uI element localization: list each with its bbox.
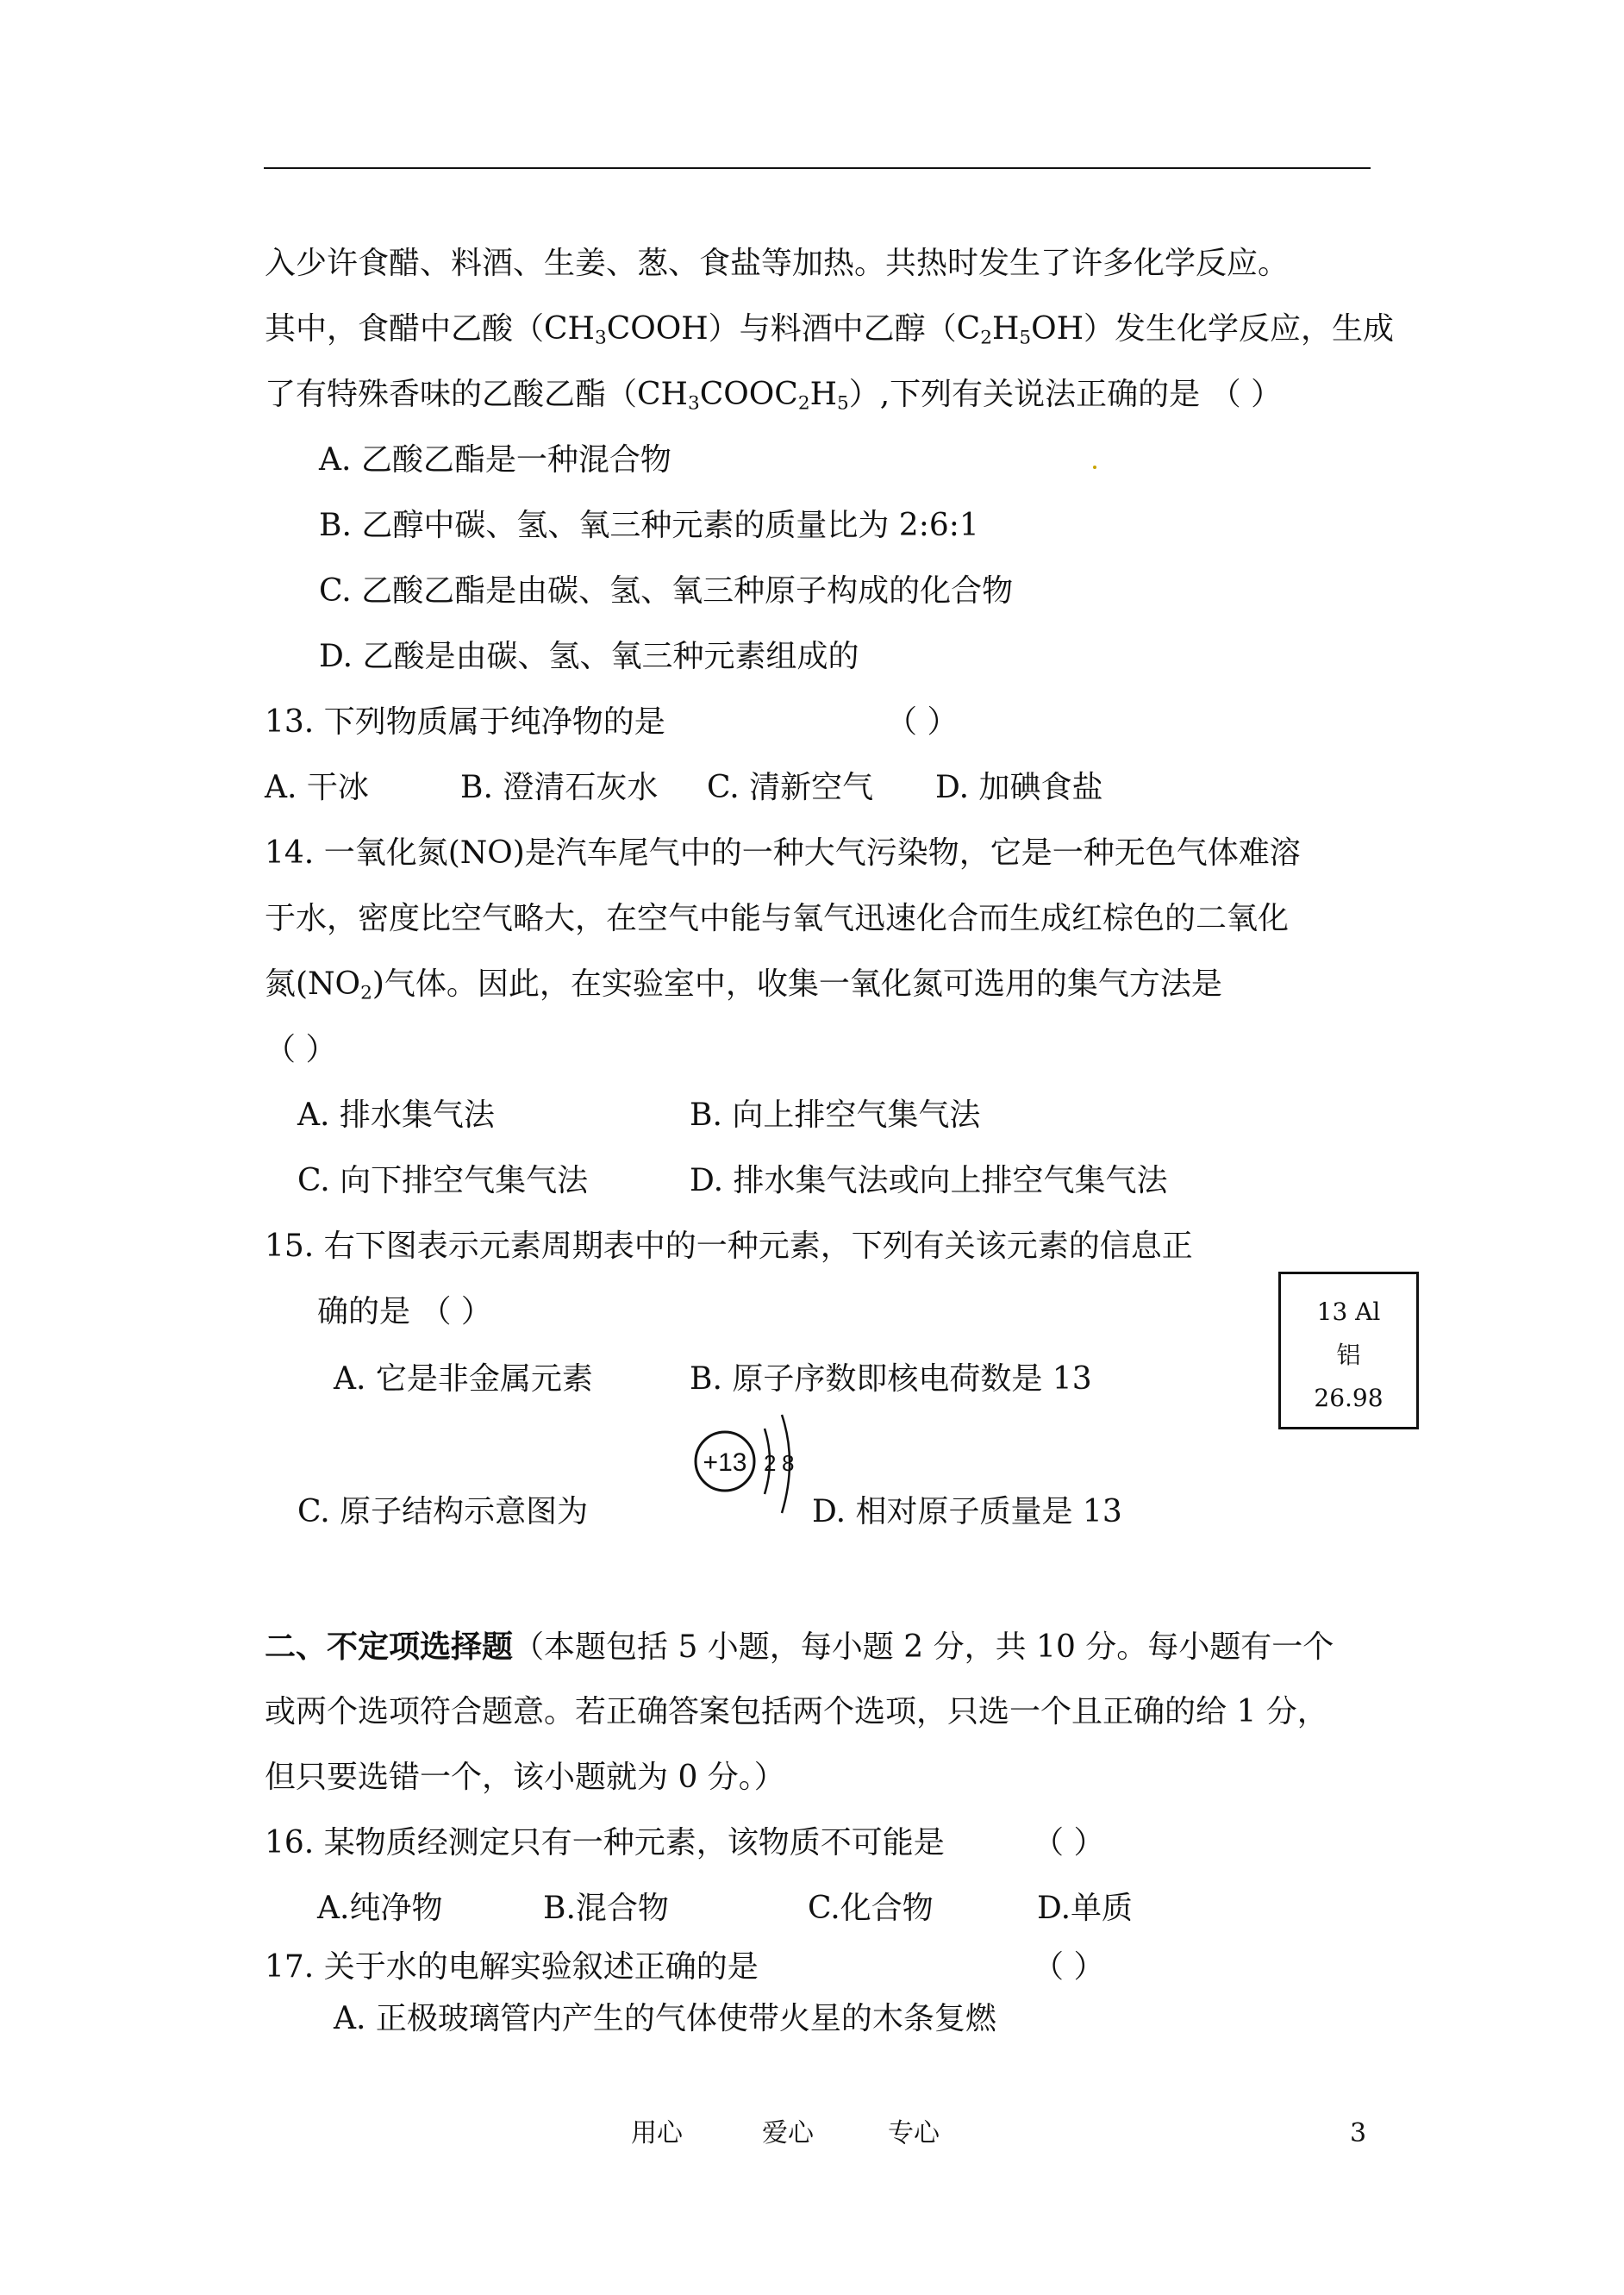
q14-option-b: B. 向上排空气集气法 — [690, 1097, 981, 1133]
q17-answer-paren: （ ） — [1033, 1949, 1105, 1985]
element-mass: 26.98 — [1314, 1384, 1384, 1412]
q13-option-c: C. 清新空气 — [707, 770, 874, 805]
q14-option-c: C. 向下排空气集气法 — [297, 1163, 589, 1198]
q14-line1: 14. 一氧化氮(NO)是汽车尾气中的一种大气污染物，它是一种无色气体难溶 — [265, 835, 1301, 871]
q12-option-a: A. 乙酸乙酯是一种混合物 — [319, 442, 671, 478]
q14-line2: 于水，密度比空气略大，在空气中能与氧气迅速化合而生成红棕色的二氧化 — [265, 901, 1290, 936]
q12-line3: 了有特殊香味的乙酸乙酯$(CH_3COOC_2H_5)$,下列有关说法正确的是 （ ） — [265, 377, 1283, 415]
q16-option-b: B.混合物 — [543, 1891, 669, 1926]
inner-shell-electrons: 2 — [764, 1450, 777, 1476]
q17-stem: 17. 关于水的电解实验叙述正确的是 — [265, 1949, 759, 1985]
outer-shell-electrons: 8 — [782, 1450, 795, 1476]
q13-stem: 13. 下列物质属于纯净物的是 — [265, 704, 665, 740]
element-number-symbol: 13 Al — [1316, 1298, 1381, 1326]
q16-option-d: D.单质 — [1037, 1891, 1134, 1926]
q14-option-d: D. 排水集气法或向上排空气集气法 — [690, 1163, 1168, 1198]
q16-answer-paren: （ ） — [1033, 1825, 1105, 1860]
section2-title: 二、不定项选择题 — [265, 1629, 514, 1665]
stray-dot — [1093, 466, 1096, 469]
atomic-structure-diagram — [685, 1410, 815, 1522]
q15-line1: 15. 右下图表示元素周期表中的一种元素，下列有关该元素的信息正 — [265, 1229, 1193, 1264]
q13-option-b: B. 澄清石灰水 — [460, 770, 659, 805]
q15-option-c: C. 原子结构示意图为 — [297, 1494, 589, 1529]
q15-line2: 确的是 （ ） — [317, 1294, 492, 1329]
section2-line3: 但只要选错一个，该小题就为 0 分。） — [265, 1760, 785, 1795]
q13-option-a: A. 干冰 — [265, 770, 369, 805]
element-name: 铝 — [1336, 1341, 1361, 1369]
section2-line2: 或两个选项符合题意。若正确答案包括两个选项，只选一个且正确的给 1 分， — [265, 1694, 1328, 1729]
q13-answer-paren: （ ） — [886, 704, 959, 740]
q16-option-a: A.纯净物 — [317, 1891, 443, 1926]
q12-option-d: D. 乙酸是由碳、氢、氧三种元素组成的 — [319, 639, 859, 674]
q12-line1: 入少许食醋、料酒、生姜、葱、食盐等加热。共热时发生了许多化学反应。 — [265, 246, 1290, 281]
q15-option-d: D. 相对原子质量是 13 — [812, 1494, 1122, 1529]
q17-option-a: A. 正极玻璃管内产生的气体使带火星的木条复燃 — [334, 2001, 996, 2036]
page-number: 3 — [1350, 2118, 1367, 2148]
nucleus-charge: +13 — [703, 1448, 747, 1477]
q14-answer-paren: （ ） — [265, 1032, 337, 1067]
q12-option-c: C. 乙酸乙酯是由碳、氢、氧三种原子构成的化合物 — [319, 573, 1014, 609]
q12-line2: 其中，食醋中乙酸$(CH_3COOH)$与料酒中乙醇$(C_2H_5OH)$发生化学反应，生成 — [265, 311, 1395, 349]
q15-option-a: A. 它是非金属元素 — [334, 1361, 593, 1397]
footer-motto-1: 用心 — [631, 2118, 683, 2148]
q16-stem: 16. 某物质经测定只有一种元素，该物质不可能是 — [265, 1825, 945, 1860]
q13-option-d: D. 加碘食盐 — [935, 770, 1103, 805]
q16-option-c: C.化合物 — [808, 1891, 934, 1926]
footer-motto-3: 专心 — [888, 2118, 940, 2148]
footer-motto-2: 爱心 — [762, 2118, 814, 2148]
q14-line3: 氮$(NO_2)$气体。因此，在实验室中，收集一氧化氮可选用的集气方法是 — [265, 966, 1222, 1004]
section2-line1: 二、不定项选择题（本题包括 5 小题，每小题 2 分，共 10 分。每小题有一个 — [265, 1629, 1334, 1665]
periodic-element-box — [1278, 1272, 1419, 1429]
q15-option-b: B. 原子序数即核电荷数是 13 — [690, 1361, 1092, 1397]
q12-option-b: B. 乙醇中碳、氢、氧三种元素的质量比为 2:6:1 — [319, 508, 979, 543]
header-rule — [264, 167, 1371, 169]
q14-option-a: A. 排水集气法 — [297, 1097, 495, 1133]
